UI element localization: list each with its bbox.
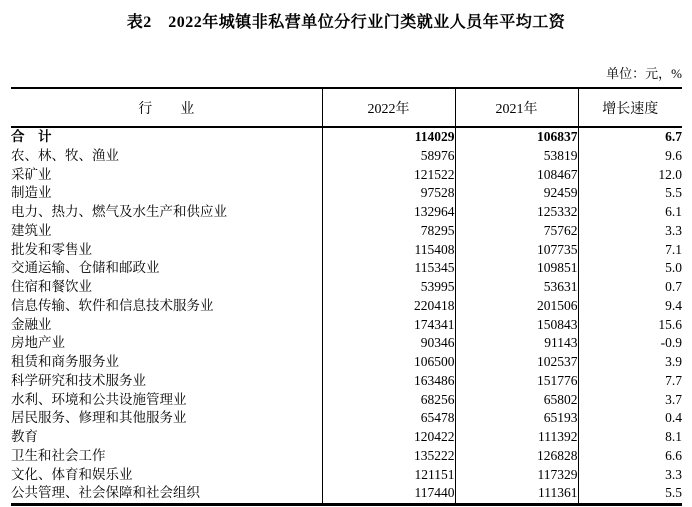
growth-cell: 3.3	[578, 466, 682, 485]
industry-cell: 金融业	[11, 316, 52, 332]
growth-cell: 9.4	[578, 297, 682, 316]
table-row	[11, 353, 682, 372]
column-header-industry: 行 业	[11, 88, 322, 127]
value-2022-cell: 174341	[322, 316, 455, 335]
growth-cell: 3.7	[578, 391, 682, 410]
value-2021-cell: 111361	[455, 484, 578, 504]
value-2021-cell: 53631	[455, 278, 578, 297]
value-2021-cell: 111392	[455, 428, 578, 447]
growth-cell: 3.9	[578, 353, 682, 372]
growth-cell: 9.6	[578, 147, 682, 166]
growth-cell: 15.6	[578, 316, 682, 335]
growth-cell: 0.4	[578, 409, 682, 428]
column-header-growth: 增长速度	[578, 88, 682, 127]
growth-cell: 6.1	[578, 203, 682, 222]
table-title: 表2 2022年城镇非私营单位分行业门类就业人员年平均工资	[126, 14, 566, 31]
value-2021-cell: 75762	[455, 222, 578, 241]
industry-cell: 公共管理、社会保障和社会组织	[11, 485, 200, 501]
value-2021-cell: 126828	[455, 447, 578, 466]
industry-cell: 电力、热力、燃气及水生产和供应业	[11, 204, 227, 219]
value-2022-cell: 115345	[322, 259, 455, 278]
table-row	[11, 203, 682, 222]
industry-cell: 批发和零售业	[11, 241, 92, 257]
value-2021-cell: 201506	[455, 297, 578, 316]
growth-cell: 0.7	[578, 278, 682, 297]
table-row	[11, 409, 682, 428]
value-2022-cell: 78295	[322, 222, 455, 241]
value-2022-cell: 53995	[322, 278, 455, 297]
value-2022-cell: 220418	[322, 297, 455, 316]
growth-cell: 8.1	[578, 428, 682, 447]
industry-cell: 制造业	[11, 185, 52, 201]
table-row	[11, 184, 682, 203]
industry-cell: 合 计	[11, 129, 52, 144]
growth-cell: 3.3	[578, 222, 682, 241]
growth-cell: 5.5	[578, 184, 682, 203]
table-row	[11, 466, 682, 485]
industry-cell: 房地产业	[11, 335, 65, 351]
industry-cell: 卫生和社会工作	[11, 447, 106, 463]
header-row	[11, 88, 682, 127]
table-row	[11, 278, 682, 297]
value-2021-cell: 109851	[455, 259, 578, 278]
table-row	[11, 447, 682, 466]
value-2022-cell: 120422	[322, 428, 455, 447]
growth-cell: 7.7	[578, 372, 682, 391]
table-row	[11, 166, 682, 185]
value-2022-cell: 90346	[322, 334, 455, 353]
industry-cell: 科学研究和技术服务业	[11, 372, 146, 388]
growth-cell: 12.0	[578, 166, 682, 185]
value-2021-cell: 117329	[455, 466, 578, 485]
industry-cell: 信息传输、软件和信息技术服务业	[11, 297, 214, 313]
table-row	[11, 127, 682, 147]
table-row	[11, 391, 682, 410]
value-2021-cell: 65193	[455, 409, 578, 428]
industry-cell: 居民服务、修理和其他服务业	[11, 410, 187, 426]
value-2022-cell: 58976	[322, 147, 455, 166]
value-2022-cell: 106500	[322, 353, 455, 372]
wage-table	[11, 87, 682, 506]
table-row	[11, 222, 682, 241]
table-row	[11, 241, 682, 260]
value-2021-cell: 151776	[455, 372, 578, 391]
growth-cell: 7.1	[578, 241, 682, 260]
growth-cell: 6.7	[578, 127, 682, 147]
table-area	[11, 63, 682, 506]
value-2021-cell: 107735	[455, 241, 578, 260]
value-2021-cell: 102537	[455, 353, 578, 372]
value-2022-cell: 132964	[322, 203, 455, 222]
table-row	[11, 316, 682, 335]
growth-cell: -0.9	[578, 334, 682, 353]
unit-label: 单位：元，%	[606, 66, 682, 81]
value-2021-cell: 150843	[455, 316, 578, 335]
value-2022-cell: 65478	[322, 409, 455, 428]
industry-cell: 农、林、牧、渔业	[11, 147, 119, 163]
table-row	[11, 334, 682, 353]
value-2022-cell: 163486	[322, 372, 455, 391]
growth-cell: 5.0	[578, 259, 682, 278]
table-row	[11, 372, 682, 391]
column-header-2021: 2021年	[455, 88, 578, 127]
industry-cell: 住宿和餐饮业	[11, 279, 92, 294]
value-2022-cell: 117440	[322, 484, 455, 504]
industry-cell: 建筑业	[11, 222, 52, 238]
industry-cell: 教育	[11, 429, 38, 444]
value-2022-cell: 114029	[322, 127, 455, 147]
value-2022-cell: 121151	[322, 466, 455, 485]
value-2021-cell: 91143	[455, 334, 578, 353]
industry-cell: 文化、体育和娱乐业	[11, 466, 133, 482]
value-2022-cell: 135222	[322, 447, 455, 466]
industry-cell: 交通运输、仓储和邮政业	[11, 260, 160, 276]
growth-cell: 6.6	[578, 447, 682, 466]
table-row	[11, 428, 682, 447]
industry-cell: 租赁和商务服务业	[11, 354, 119, 369]
value-2021-cell: 53819	[455, 147, 578, 166]
value-2022-cell: 115408	[322, 241, 455, 260]
value-2021-cell: 65802	[455, 391, 578, 410]
value-2021-cell: 108467	[455, 166, 578, 185]
value-2022-cell: 121522	[322, 166, 455, 185]
industry-cell: 水利、环境和公共设施管理业	[11, 391, 187, 407]
value-2021-cell: 125332	[455, 203, 578, 222]
growth-cell: 5.5	[578, 484, 682, 504]
column-header-2022: 2022年	[322, 88, 455, 127]
table-row	[11, 147, 682, 166]
value-2021-cell: 106837	[455, 127, 578, 147]
table-row	[11, 484, 682, 504]
industry-cell: 采矿业	[11, 166, 52, 182]
table-row	[11, 259, 682, 278]
table-row	[11, 297, 682, 316]
value-2022-cell: 68256	[322, 391, 455, 410]
value-2021-cell: 92459	[455, 184, 578, 203]
value-2022-cell: 97528	[322, 184, 455, 203]
